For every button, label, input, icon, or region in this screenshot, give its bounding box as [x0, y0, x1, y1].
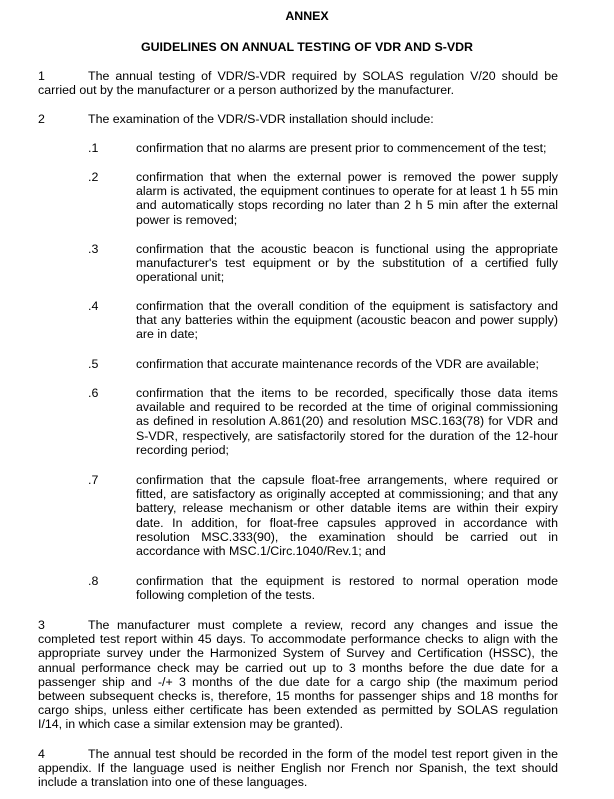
- item-text: confirmation that the acoustic beacon is functional using the appropriate manufacturer's test equipment or by the substitution of a certified fully operational unit;: [136, 242, 558, 285]
- paragraph-text: The annual test should be recorded in the form of the model test report given in the appendix. If the language used is neither English nor French nor Spanish, the text should include a translation into one of these languages.: [38, 747, 558, 790]
- item-number: .6: [88, 386, 99, 400]
- paragraph-2: [38, 112, 558, 126]
- document-title: GUIDELINES ON ANNUAL TESTING OF VDR AND S-VDR: [140, 40, 474, 54]
- paragraph-number: 1: [38, 69, 45, 83]
- paragraph-3: [38, 618, 558, 732]
- paragraph-text: The annual testing of VDR/S-VDR required by SOLAS regulation V/20 should be carried out by the manufacturer or a person authorized by the manufacturer.: [38, 69, 558, 98]
- item-text: confirmation that the overall condition of the equipment is satisfactory and that any batteries within the equipment (acoustic beacon and power supply) are in date;: [136, 299, 558, 342]
- paragraph-number: 3: [38, 618, 45, 632]
- item-number: .2: [88, 170, 99, 184]
- item-number: .1: [88, 141, 99, 155]
- item-text: confirmation that accurate maintenance records of the VDR are available;: [136, 357, 539, 371]
- item-text: confirmation that the capsule float-free arrangements, where required or fitted, are satisfactory as originally accepted at commissioning; and that any battery, release mechanism or other datable items are within their expiry date. In addition, for float-free capsules approved in accordance with resolution MSC.333(90), the examination should be carried out in accordance with MSC.1/Circ.1040/Rev.1; and: [136, 473, 558, 559]
- paragraph-4: [38, 747, 558, 790]
- item-number: .4: [88, 299, 99, 313]
- annex-label: ANNEX: [285, 9, 329, 23]
- item-number: .7: [88, 473, 99, 487]
- item-text: confirmation that no alarms are present prior to commencement of the test;: [136, 141, 547, 155]
- paragraph-number: 2: [38, 112, 45, 126]
- paragraph-number: 4: [38, 747, 45, 761]
- item-number: .8: [88, 574, 99, 588]
- item-text: confirmation that the items to be recorded, specifically those data items available and required to be recorded at the time of original commissioning as defined in resolution A.861(20) and resolution MSC.163(78) for VDR and S-VDR, respectively, are satisfactorily stored for the duration of the 12-hour recording period;: [136, 386, 558, 457]
- paragraph-1: [38, 69, 558, 97]
- paragraph-text: The manufacturer must complete a review, record any changes and issue the completed test report within 45 days. To accommodate performance checks to align with the appropriate survey under the Harmonized System of Survey and Certification (HSSC), the annual performance check may be carried out up to 3 months before the due date for a passenger ship and -/+ 3 months of the due date for a cargo ship (the maximum period between subsequent checks is, therefore, 15 months for passenger ships and 18 months for cargo ships, unless either certificate has been extended as permitted by SOLAS regulation I/14, in which case a similar extension may be granted).: [38, 618, 558, 732]
- item-text: confirmation that the equipment is restored to normal operation mode following completion of the tests.: [136, 574, 558, 603]
- item-text: confirmation that when the external power is removed the power supply alarm is activated, the equipment continues to operate for at least 1 h 55 min and automatically stops recording no later than 2 h 5 min after the external power is removed;: [136, 170, 558, 227]
- paragraph-text: The examination of the VDR/S-VDR installation should include:: [88, 112, 434, 126]
- item-number: .5: [88, 357, 99, 371]
- item-number: .3: [88, 242, 99, 256]
